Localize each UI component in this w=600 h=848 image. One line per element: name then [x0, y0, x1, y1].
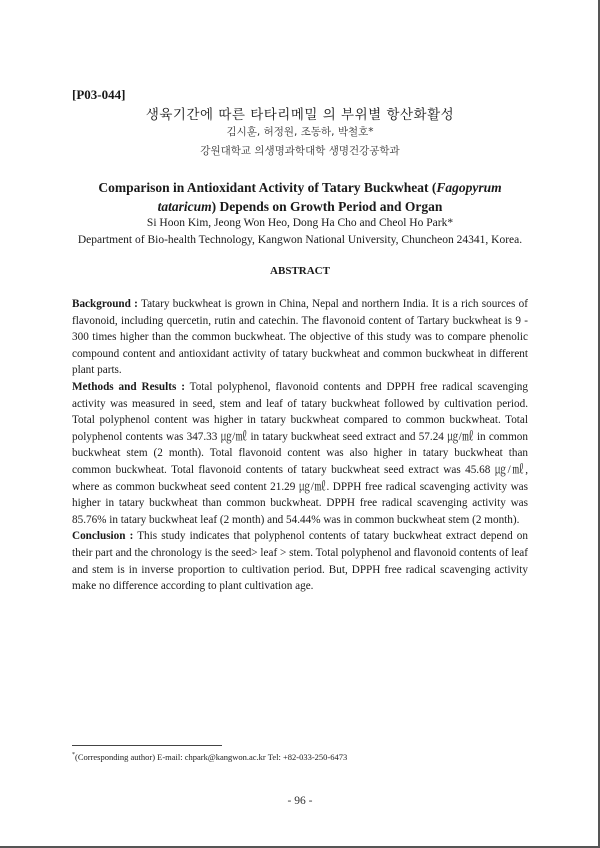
abstract-code: [P03-044]	[72, 87, 126, 102]
korean-authors: 김시훈, 허정원, 조동하, 박철호*	[226, 126, 374, 138]
english-affiliation: Department of Bio-health Technology, Kangwon National University, Chuncheon 24341, Korea.	[77, 234, 523, 246]
english-title-part2: ) Depends on Growth Period and Organ	[211, 199, 443, 214]
page-number: - 96 -	[287, 795, 313, 807]
background-paragraph	[72, 296, 528, 379]
abstract-heading: ABSTRACT	[270, 265, 330, 277]
conclusion-label: Conclusion :	[72, 530, 134, 543]
abstract-body	[72, 296, 528, 595]
background-text: Tatary buckwheat is grown in China, Nepal and northern India. It is a rich sources of flavonoid, including quercetin, rutin and catechin. The flavonoid content of Tartary buckwheat is 9 - 300 times higher than the common buckwheat. The objective of this study was to compare phenolic compound content and antioxidant activity of tatary buckwheat and common buckwheat in different plant parts.	[72, 298, 528, 377]
english-title-species: Fagopyrum tataricum	[157, 180, 502, 214]
footnote	[72, 752, 347, 762]
english-authors: Si Hoon Kim, Jeong Won Heo, Dong Ha Cho and Cheol Ho Park*	[146, 217, 454, 229]
methods-paragraph	[72, 379, 528, 528]
background-label: Background :	[72, 298, 138, 310]
methods-label: Methods and Results :	[72, 380, 185, 393]
korean-affiliation: 강원대학교 의생명과학대학 생명건강공학과	[200, 145, 400, 157]
english-title	[90, 178, 510, 216]
conclusion-text: This study indicates that polyphenol contents of tatary buckwheat extract depend on their part and the chronology is the seed> leaf > stem. Total polyphenol and flavonoid contents of leaf and stem is in inverse proportion to cultivation period. But, DPPH free radical scavenging activity make no difference according to plant cultivation age.	[72, 530, 528, 593]
footnote-text: (Corresponding author) E-mail: chpark@kangwon.ac.kr Tel: +82-033-250-6473	[75, 752, 348, 762]
korean-title: 생육기간에 따른 타타리메밀 의 부위별 항산화활성	[145, 107, 455, 123]
footnote-marker: *	[72, 752, 75, 759]
conclusion-paragraph	[72, 528, 528, 594]
english-title-part1: Comparison in Antioxidant Activity of Tatary Buckwheat (	[98, 180, 437, 195]
footnote-divider	[72, 745, 222, 746]
methods-text: Total polyphenol, flavonoid contents and DPPH free radical scavenging activity was measured in seed, stem and leaf of tatary buckwheat followed by cultivation period. Total polyphenol content was higher in tatary buckwheat compared to common buckwheat. Total polyphenol contents was 347.33 ㎍/㎖ in tatary buckwheat seed extract and 57.24 ㎍/㎖ in common buckwheat stem (2 month). Total flavonoid content was also higher in tatary buckwheat than common buckwheat. Total flavonoid contents of tatary buckwheat seed extract was 45.68 ㎍/㎖, where as common buckwheat seed content 21.29 ㎍/㎖. DPPH free radical scavenging activity was higher in tatary buckwheat than common buckwheat. DPPH free radical scavenging activity was 85.76% in tatary buckwheat leaf (2 month) and 54.44% was in common buckwheat stem (2 month).	[72, 380, 528, 526]
